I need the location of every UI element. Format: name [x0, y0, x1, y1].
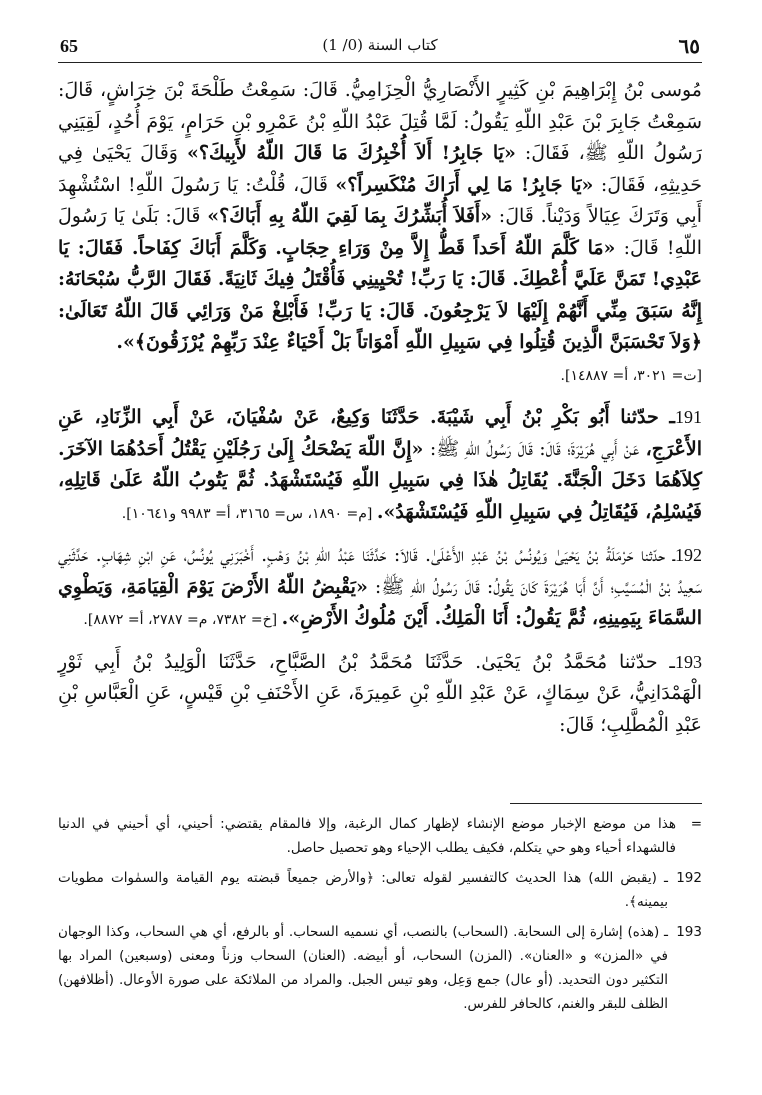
isnad: ـ حدّثنا أَبُو بَكْرِ بْنُ أَبِي شَيْبَةَ. حَدَّثَنَا وَكِيعٌ، عَنْ سُفْيَانَ، عَنْ أَبِي الزِّنَادِ، عَنِ الأَعْرَجِ،	[58, 406, 703, 460]
text-line: جَابِرَ بْنَ عَبْدِ اللّهِ يَقُولُ: لَمَّا قُتِلَ عَبْدُ اللّهِ بْنُ عَمْرِو بْنِ حَرَامٍ، يَوْمَ أُحُدٍ، لَقِيَنِي رَسُولُ اللّهِ ﷺ،	[58, 110, 702, 164]
text-line: عَنْ أَبِي هُرَيْرَةَ؛ قَالَ: قَالَ رَسُولُ اللّهِ ﷺ:	[423, 437, 640, 460]
isnad: ـ حدّثنا حَرْمَلَةُ بْنُ يَحْيَىٰ وَيُونُسُ بْنُ عَبْدِ الأَعْلَىٰ. قَالاَ: حَدَّثَنَا عَبْدُ اللّهِ بْنُ وَهْبٍ.	[261, 544, 675, 566]
footnote-text: ـ (يقبض الله) هذا الحديث كالتفسير لقوله تعالى: ﴿والأرض جميعاً قبضته يوم القيامة والسمٰوات مطويات بيمينه﴾.	[58, 870, 668, 910]
hadith-number: 192	[675, 545, 702, 565]
text-line: فَقَالَ:	[515, 142, 570, 164]
prophetic-quote: وَكَلَّمَ أَبَاكَ كِفَاحاً. فَقَالَ: يَا عَبْدِي! تَمَنَّ عَلَيَّ أُعْطِكَ. قَالَ: يَا رَبِّ! تُحْيِينِي فَأُقْتَلُ فِيكَ ثَانِيَةً.	[58, 236, 703, 290]
page-number-arabic: ٦٥	[678, 34, 700, 58]
isnad: ـ حدّثنا مُحَمَّدُ بْنُ يَحْيَىٰ. حَدَّثَنَا مُحَمَّدُ بْنُ الصَّبَّاحِ، حَدَّثَنَا الْوَلِيدُ بْنُ أَبِي ثَوْرٍ الْهَمْدَانِيُّ،	[58, 650, 702, 704]
footnote	[58, 812, 702, 860]
footnotes	[58, 812, 702, 1022]
text-line: اللّهِ ﷺ:	[367, 575, 426, 598]
prophetic-quote: تَعَالَىٰ: ﴿وَلاَ تَحْسَبَنَّ الَّذِينَ قُتِلُوا فِي سَبِيلِ اللّهِ أَمْوَاتاً بَلْ أَحْيَاءٌ عِنْدَ رَبِّهِمْ يُرْزَقُونَ﴾».	[58, 299, 702, 353]
page-header	[58, 28, 702, 63]
footnote-mark: =	[690, 816, 702, 832]
footnote-mark: 192	[676, 870, 702, 886]
running-title: (1 /0) كتاب السنة	[322, 36, 438, 54]
text-line: قَالَ: بَلَىٰ يَا رَسُولَ اللّهِ! قَالَ:	[58, 205, 703, 259]
main-text	[58, 75, 702, 741]
hadith-reference: [م= ١٨٩٠، س= ٣١٦٥، أ= ٩٩٨٣ و١٠٦٤١].	[121, 505, 377, 522]
prophetic-quote: فَقَالَ الرَّبُّ سُبْحَانَهُ: إِنَّهُ سَبَقَ مِنِّي أَنَّهُمْ إِلَيْهَا لاَ يَرْجِعُونَ. قَالَ: يَا رَبِّ! فَأَبْلِغْ مَنْ وَرَائِي قَالَ اللّهُ	[58, 268, 702, 322]
text-line: قَالَ، قُلْتُ: يَا رَسُولَ اللّهِ! اسْتُشْهِدَ أَبِي وَتَرَكَ عِيَالاً وَدَيْناً. قَالَ:	[58, 173, 703, 227]
footnote-mark: 193	[676, 924, 702, 940]
prophetic-quote: فِي سَبِيلِ اللّهِ فَيُسْتَشْهَدُ».	[376, 500, 583, 523]
prophetic-quote: «يَا جَابِرُ! مَا لِي	[467, 173, 594, 196]
hadith-number: 193	[675, 651, 702, 672]
hadith-reference: [خ= ٧٣٨٢، م= ٢٧٨٧، أ= ٨٨٧٢].	[83, 612, 282, 628]
footnote-text: هذا من موضع الإخبار موضع الإنشاء لإظهار كمال الرغبة، وإلا فالمقام يقتضي: أحيني، أي أحيني في الدنيا فالشهداء أحياء وهو حي يتكلم، فكيف يطلب الإحياء وهو تحصيل حاصل.	[58, 816, 676, 856]
prophetic-quote: لَقِيَ اللّهُ بِهِ أَبَاكَ؟»	[207, 205, 358, 227]
text-line: عَنْ سِمَاكٍ، عَنْ عَبْدِ اللّهِ بْنِ عَمِيرَةَ، عَنِ الأَحْنَفِ بْنِ قَيْسٍ، عَنِ الْعَبَّاسِ بْنِ عَبْدِ الْمُطَّلِبِ؛ قَالَ:	[58, 682, 702, 736]
hadith-reference: [ت= ٣٠٢١، أ= ١٤٨٨٧].	[560, 367, 702, 384]
text-line: أَخْبَرَنِي يُونُسُ، عَنِ ابْنِ شِهَابٍ. حَدَّثَنِي سَعِيدُ بْنُ الْمُسَيَّبِ؛ أَنَّ أَبَا هُرَيْرَةَ كَانَ يَقُولُ: قَالَ رَسُولُ	[58, 544, 702, 598]
text-line: وَقَالَ يَحْيَىٰ فِي حَدِيثِهِ، فَقَالَ:	[58, 142, 702, 196]
prophetic-quote: الأَرْضِ».	[281, 607, 349, 629]
prophetic-quote: كِلاَهُمَا دَخَلَ الْجَنَّةَ. يُقَاتِلُ هٰذَا فِي سَبِيلِ اللّهِ فَيُسْتَشْهَدُ. ثُمَّ يَتُوبُ اللّهُ عَلَىٰ قَاتِلِهِ، فَيُسْلِمُ، فَيُقَاتِلُ	[58, 469, 702, 523]
footnote	[58, 866, 702, 914]
hadith-191	[58, 402, 702, 530]
prophetic-quote: «أَفَلاَ أُبَشِّرُكَ بِمَا	[364, 205, 493, 227]
page-number-latin: 65	[60, 36, 78, 56]
text-line: مُوسى بْنُ إِبْرَاهِيمَ بْنِ كَثِيرٍ الأَنْصَارِيُّ الْحِزَامِيُّ. قَالَ: سَمِعْتُ طَلْحَةَ بْنَ خِرَاشٍ، قَالَ: سَمِعْتُ	[58, 79, 702, 133]
footnote-separator	[510, 803, 702, 804]
prophetic-quote: أَرَاكَ مُنْكَسِراً؟»	[335, 173, 460, 196]
hadith-192	[58, 540, 702, 637]
hadith-number: 191	[675, 407, 702, 427]
footnote	[58, 920, 702, 1016]
prophetic-quote: «يَا جَابِرُ! أَلاَ أُخْبِرُكَ مَا قَالَ اللّهُ لأَبِيكَ؟»	[186, 142, 516, 164]
prophetic-quote: «إِنَّ اللّهَ يَضْحَكُ إِلَىٰ رَجُلَيْنِ يَقْتُلُ أَحَدُهُمَا الآخَرَ.	[58, 437, 424, 460]
prophetic-quote: «مَا كَلَّمَ اللّهُ أَحَداً قَطُّ إِلاَّ مِنْ وَرَاءِ حِجَابٍ.	[275, 236, 616, 259]
prophetic-quote: «يَقْبِضُ اللّهُ الأَرْضَ يَوْمَ الْقِيَامَةِ، وَيَطْوِي السَّمَاءَ بِيَمِينِهِ، ثُمَّ يَقُولُ: أَنَا الْمَلِكُ. أَيْنَ مُلُوكُ	[58, 575, 702, 629]
footnote-text: ـ (هذه) إشارة إلى السحابة. (السحاب) بالنصب، أي نسميه السحاب. أو بالرفع، أي هي السحاب، وكذا الوجهان في «المزن» و «العنان». (المزن) السحاب، أو أبيضه. (العنان) السحاب وزناً ومعنى (وسبعين) المراد بها التكثير دون التحديد. (أو عال) جمع وَعِل، وهو تيس الجبل. والمراد من الملائكة على صورة الأوعال. (أظلافهن) الظلف للبقر والغنم، كالحافر للفرس.	[58, 924, 668, 1012]
hadith-190-continued	[58, 75, 702, 392]
hadith-193	[58, 647, 702, 742]
